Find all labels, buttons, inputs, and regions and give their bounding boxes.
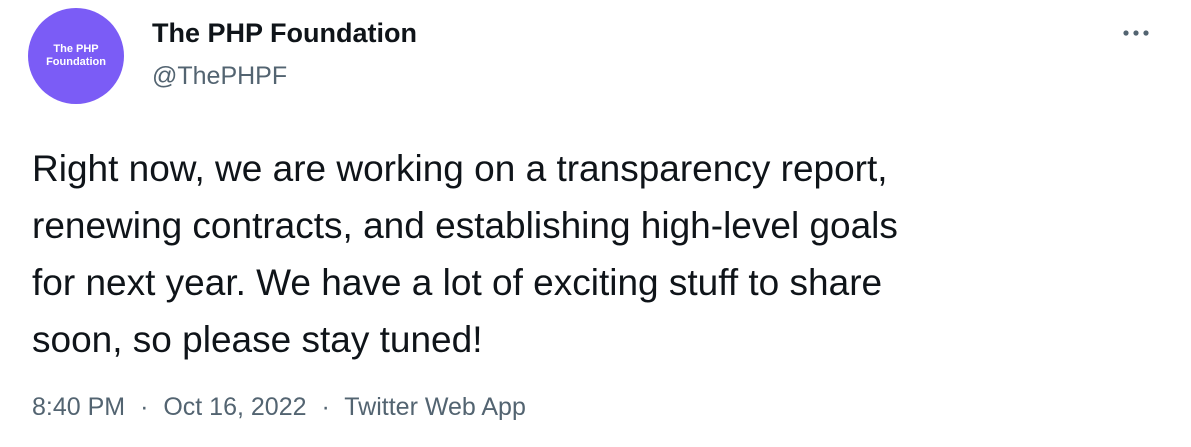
tweet-date-link[interactable]: Oct 16, 2022: [163, 393, 307, 421]
avatar-text: [36, 43, 116, 69]
tweet-line: Right now, we are working on a transparency report,: [32, 148, 888, 189]
tweet-line: soon, so please stay tuned!: [32, 319, 483, 360]
meta-separator: ·: [140, 393, 149, 421]
meta-separator: ·: [321, 393, 330, 421]
author-handle[interactable]: @ThePHPF: [152, 62, 288, 90]
tweet-time-link[interactable]: 8:40 PM: [32, 393, 126, 421]
more-options-button[interactable]: [1114, 16, 1158, 50]
more-icon: [1122, 29, 1150, 37]
tweet-source-link[interactable]: Twitter Web App: [344, 393, 526, 421]
avatar-text-line1: The PHP: [53, 43, 99, 55]
avatar[interactable]: [28, 8, 124, 104]
tweet-line: renewing contracts, and establishing high-level goals: [32, 205, 898, 246]
tweet-line: for next year. We have a lot of exciting stuff to share: [32, 262, 883, 303]
tweet-text: [32, 140, 1152, 368]
avatar-text-line2: Foundation: [46, 56, 106, 68]
tweet-metadata: [32, 393, 526, 422]
author-name[interactable]: The PHP Foundation: [152, 18, 417, 48]
